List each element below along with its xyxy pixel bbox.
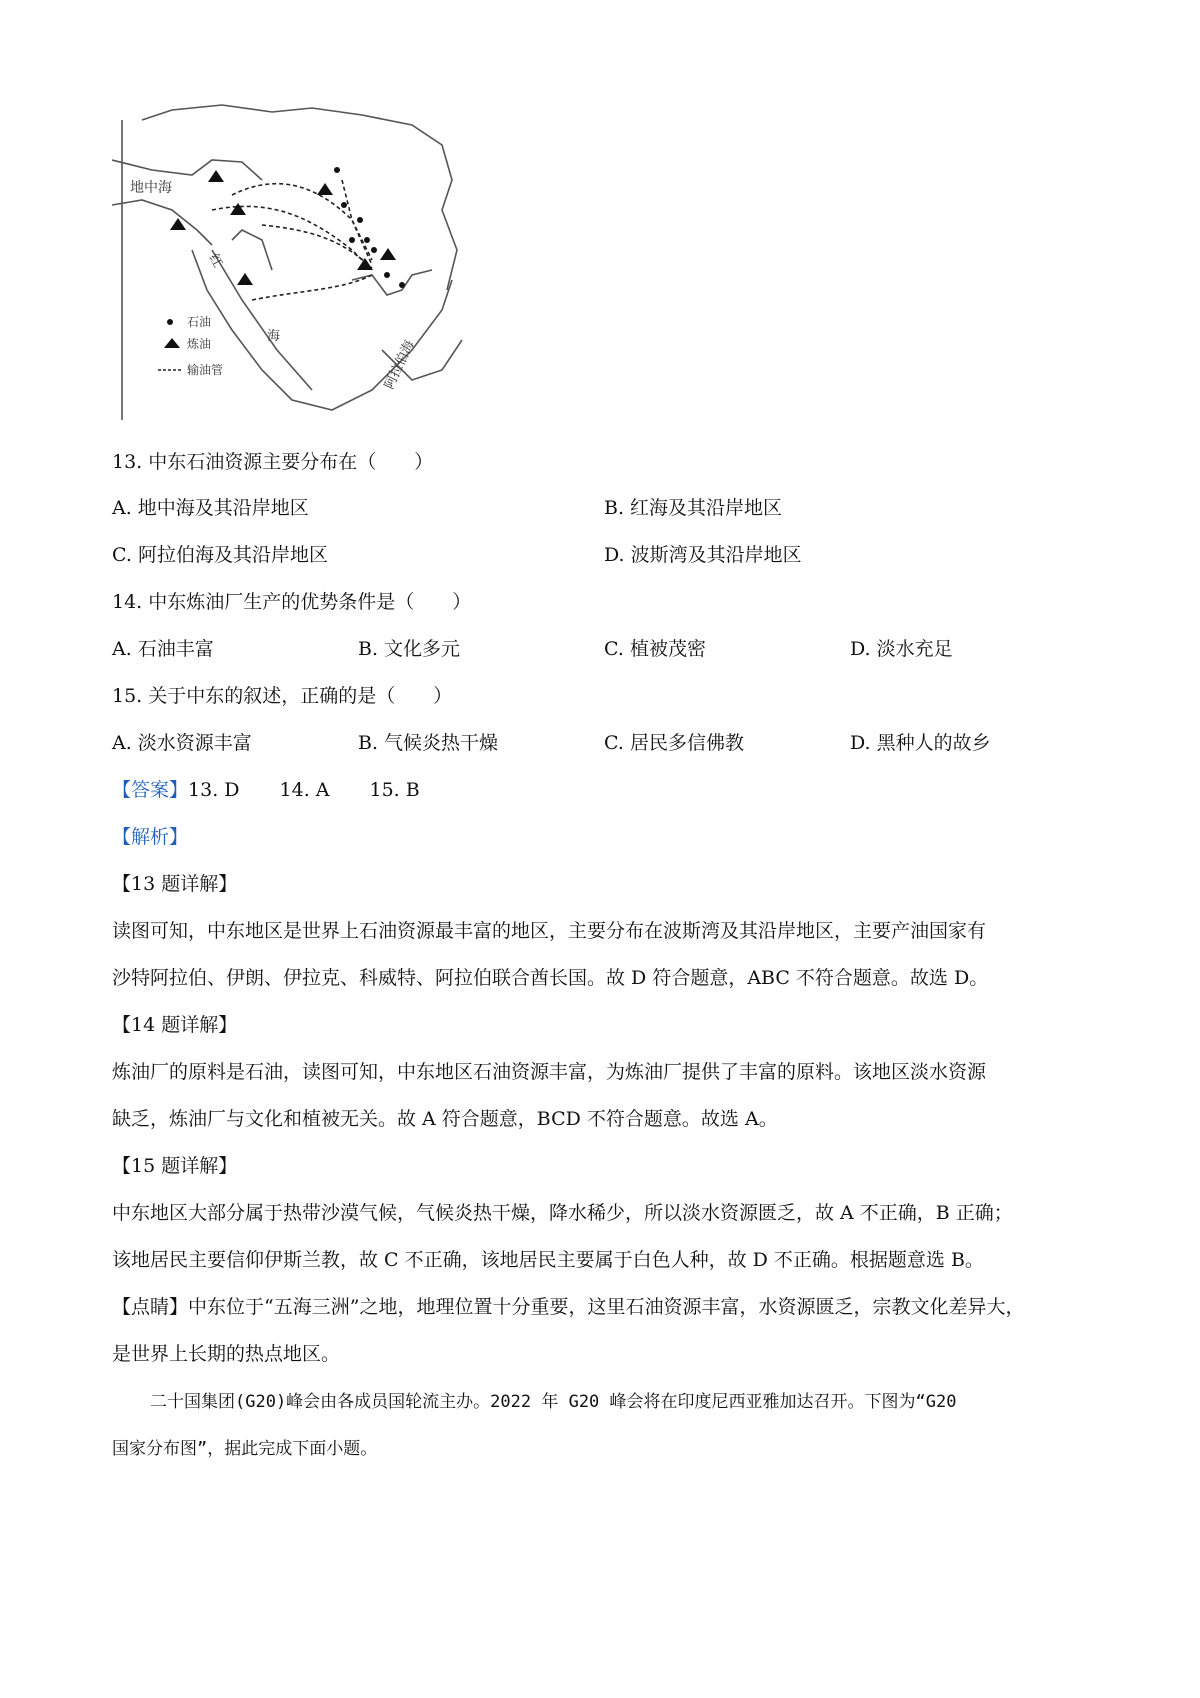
q14-option-b: B. 文化多元 [358, 638, 461, 660]
q15-option-c: C. 居民多信佛教 [604, 732, 744, 754]
question-14-stem: 14. 中东炼油厂生产的优势条件是（ ） [112, 591, 472, 613]
q13-option-b: B. 红海及其沿岸地区 [604, 497, 783, 519]
tip-line-1 [112, 1295, 1024, 1319]
legend-refinery: 炼油 [187, 337, 212, 351]
middle-east-oil-map [112, 100, 487, 425]
label-mediterranean: 地中海 [130, 180, 172, 196]
question-15-stem: 15. 关于中东的叙述，正确的是（ ） [112, 685, 453, 707]
q14-detail-p2: 缺乏，炼油厂与文化和植被无关。故 A 符合题意，BCD 不符合题意。故选 A。 [112, 1108, 778, 1130]
q15-option-d: D. 黑种人的故乡 [850, 732, 991, 754]
q13-option-d: D. 波斯湾及其沿岸地区 [604, 544, 802, 566]
answer-15: 15. B [369, 779, 420, 801]
q13-option-a: A. 地中海及其沿岸地区 [112, 497, 309, 519]
legend-pipeline: 输油管 [187, 363, 224, 377]
answer-13: 13. D [188, 779, 240, 801]
q15-detail-title: 【15 题详解】 [112, 1155, 238, 1177]
q15-option-b: B. 气候炎热干燥 [358, 732, 499, 754]
answer-label: 【答案】 [112, 779, 189, 801]
answer-line [112, 778, 420, 802]
q15-detail-p2: 该地居民主要信仰伊斯兰教，故 C 不正确，该地居民主要属于白色人种，故 D 不正确。根据题意选 B。 [112, 1249, 984, 1271]
answer-14: 14. A [279, 779, 330, 801]
tip-line-2: 是世界上长期的热点地区。 [112, 1343, 341, 1365]
q14-detail-p1: 炼油厂的原料是石油，读图可知，中东地区石油资源丰富，为炼油厂提供了丰富的原料。该地区淡水资源 [112, 1061, 987, 1083]
q14-option-a: A. 石油丰富 [112, 638, 214, 660]
q13-detail-title: 【13 题详解】 [112, 873, 238, 895]
label-gulf: 海 [267, 329, 281, 344]
analysis-label: 【解析】 [112, 826, 189, 848]
tip-label: 【点睛】 [112, 1296, 189, 1318]
q14-detail-title: 【14 题详解】 [112, 1014, 238, 1036]
q13-detail-p1: 读图可知，中东地区是世界上石油资源最丰富的地区，主要分布在波斯湾及其沿岸地区，主要产油国家有 [112, 920, 987, 942]
q15-option-a: A. 淡水资源丰富 [112, 732, 252, 754]
oil-legend-icon [167, 319, 173, 325]
q14-option-d: D. 淡水充足 [850, 638, 953, 660]
g20-intro-p1: 二十国集团(G20)峰会由各成员国轮流主办。2022 年 G20 峰会将在印度尼西亚雅加达召开。下图为“G20 [150, 1392, 957, 1412]
question-13-stem: 13. 中东石油资源主要分布在（ ） [112, 451, 434, 473]
g20-intro-p2: 国家分布图”，据此完成下面小题。 [112, 1439, 378, 1459]
q15-detail-p1: 中东地区大部分属于热带沙漠气候，气候炎热干燥，降水稀少，所以淡水资源匮乏，故 A 不正确，B 正确； [112, 1202, 1013, 1224]
q14-option-c: C. 植被茂密 [604, 638, 706, 660]
label-arabian-sea: 阿拉伯海 [382, 338, 418, 392]
legend-oil: 石油 [187, 315, 212, 329]
q13-option-c: C. 阿拉伯海及其沿岸地区 [112, 544, 328, 566]
q13-detail-p2: 沙特阿拉伯、伊朗、伊拉克、科威特、阿拉伯联合酋长国。故 D 符合题意，ABC 不符合题意。故选 D。 [112, 967, 989, 989]
label-red-sea: 红 [205, 251, 226, 271]
tip-text-1: 中东位于“五海三洲”之地，地理位置十分重要，这里石油资源丰富，水资源匮乏，宗教文化差异大， [188, 1296, 1025, 1318]
